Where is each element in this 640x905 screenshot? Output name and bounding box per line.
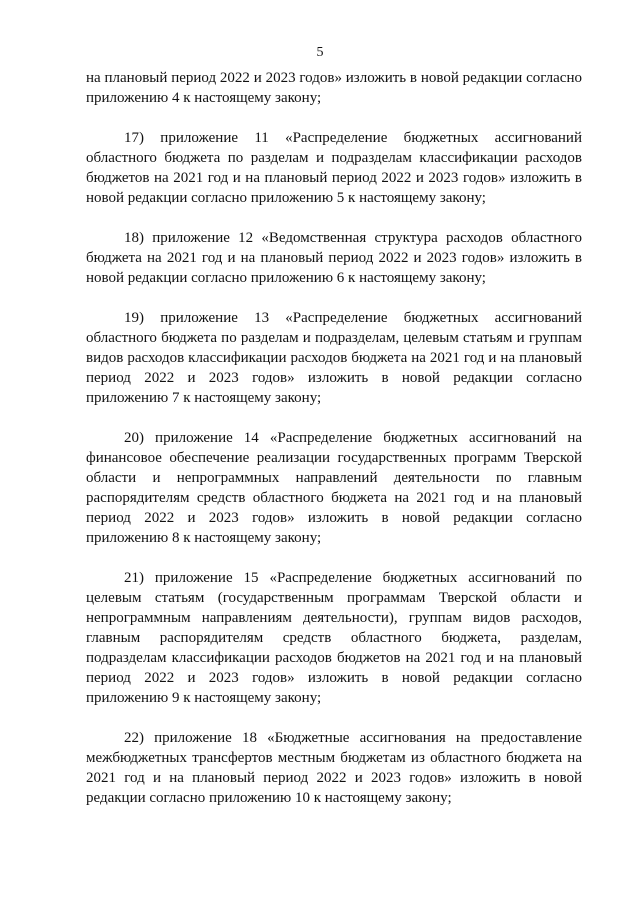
page-number: 5 bbox=[316, 45, 324, 60]
paragraph-item-22: 22) приложение 18 «Бюджетные ассигнования на предоставление межбюджетных трансфертов местным бюджетам из областного бюджета на 2021 год и на плановый период 2022 и 2023 годов» изложить в новой редакции согласно приложению 10 к настоящему закону; bbox=[86, 730, 582, 806]
paragraph-item-18: 18) приложение 12 «Ведомственная структура расходов областного бюджета на 2021 год и на плановый период 2022 и 2023 годов» изложить в новой редакции согласно приложению 6 к настоящему закону; bbox=[86, 230, 582, 286]
paragraph-item-19: 19) приложение 13 «Распределение бюджетных ассигнований областного бюджета по разделам и подразделам, целевым статьям и группам видов расходов классификации расходов бюджета на 2021 год и на плановый период 2022 и 2023 годов» изложить в новой редакции согласно приложению 7 к настоящему закону; bbox=[86, 310, 582, 406]
paragraph-item-20: 20) приложение 14 «Распределение бюджетных ассигнований на финансовое обеспечение реализации государственных программ Тверской области и непрограммных направлений деятельности по главным распорядителям средств областного бюджета на 2021 год и на плановый период 2022 и 2023 годов» изложить в новой редакции согласно приложению 8 к настоящему закону; bbox=[86, 430, 582, 546]
document-body bbox=[86, 68, 582, 808]
paragraph-continuation: на плановый период 2022 и 2023 годов» изложить в новой редакции согласно приложению 4 к настоящему закону; bbox=[86, 70, 582, 106]
paragraph-item-21: 21) приложение 15 «Распределение бюджетных ассигнований по целевым статьям (государственным программам Тверской области и непрограммным направлениям деятельности), группам видов расходов, главным распорядителям средств областного бюджета, разделам, подразделам классификации расходов бюджетов на 2021 год и на плановый период 2022 и 2023 годов» изложить в новой редакции согласно приложению 9 к настоящему закону; bbox=[86, 570, 582, 706]
paragraph-item-17: 17) приложение 11 «Распределение бюджетных ассигнований областного бюджета по разделам и подразделам классификации расходов бюджетов на 2021 год и на плановый период 2022 и 2023 годов» изложить в новой редакции согласно приложению 5 к настоящему закону; bbox=[86, 130, 582, 206]
